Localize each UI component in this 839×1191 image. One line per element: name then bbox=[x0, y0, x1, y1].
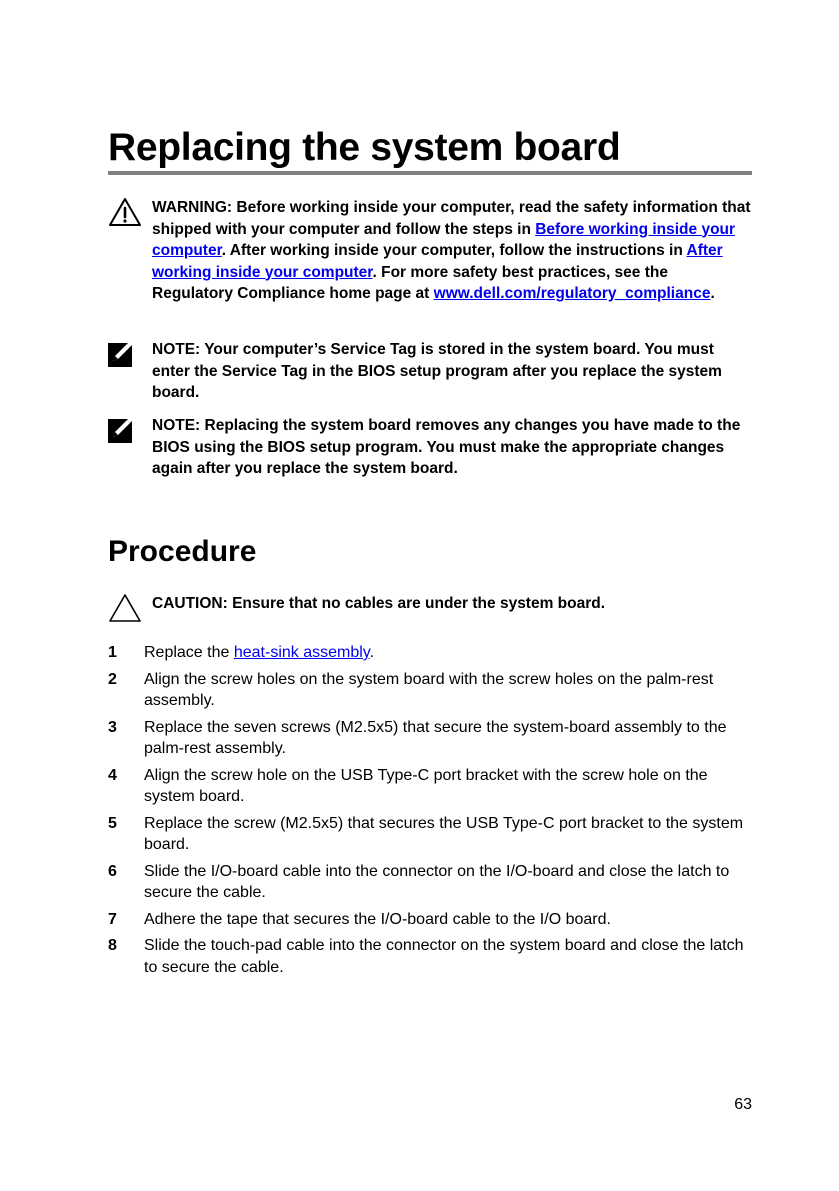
step-text: Adhere the tape that secures the I/O-board cable to the I/O board. bbox=[144, 910, 611, 928]
warning-triangle-icon bbox=[108, 197, 142, 227]
step-number: 1 bbox=[108, 644, 117, 661]
list-item bbox=[108, 813, 756, 856]
step-number: 7 bbox=[108, 910, 117, 928]
list-item bbox=[108, 861, 756, 904]
step-text: Replace the seven screws (M2.5x5) that secure the system-board assembly to the palm-rest assembly. bbox=[144, 718, 727, 757]
note-bios-changes bbox=[108, 415, 752, 480]
note-text: NOTE: Your computer’s Service Tag is stored in the system board. You must enter the Service Tag in the BIOS setup program after you replace the system board. bbox=[152, 341, 722, 401]
step-number: 2 bbox=[108, 670, 117, 688]
page-title: Replacing the system board bbox=[108, 126, 621, 169]
note-service-tag bbox=[108, 339, 752, 404]
step-number: 6 bbox=[108, 862, 117, 880]
step-text: Align the screw holes on the system board with the screw holes on the palm-rest assembly. bbox=[144, 670, 714, 709]
step-text: Align the screw hole on the USB Type-C port bracket with the screw hole on the system board. bbox=[144, 766, 708, 805]
step-number: 8 bbox=[108, 937, 117, 954]
step-number: 3 bbox=[108, 718, 117, 736]
step-number: 4 bbox=[108, 766, 117, 784]
link-after-working[interactable]: After working inside your computer bbox=[152, 242, 723, 281]
step-text: Slide the I/O-board cable into the connector on the I/O-board and close the latch to secure the cable. bbox=[144, 862, 730, 901]
link-regulatory-compliance[interactable]: www.dell.com/regulatory_compliance bbox=[433, 285, 711, 302]
note-pencil-icon bbox=[108, 415, 142, 445]
list-item bbox=[108, 717, 756, 760]
list-item bbox=[108, 935, 756, 978]
page-number: 63 bbox=[734, 1096, 752, 1113]
list-item bbox=[108, 765, 756, 808]
step-text: Replace the screw (M2.5x5) that secures the USB Type-C port bracket to the system board. bbox=[144, 814, 744, 853]
caution-text: CAUTION: Ensure that no cables are under the system board. bbox=[152, 595, 606, 612]
procedure-heading: Procedure bbox=[108, 535, 257, 568]
caution-notice bbox=[108, 593, 752, 615]
step-text: Slide the touch-pad cable into the connector on the system board and close the latch to secure the cable. bbox=[144, 937, 744, 976]
warning-notice bbox=[108, 197, 752, 305]
link-before-working[interactable]: Before working inside your computer bbox=[152, 220, 736, 259]
list-item bbox=[108, 909, 756, 931]
warning-text: WARNING: Before working inside your computer, read the safety information that shipped with your computer and follow the steps in Before working inside your computer. After working inside your computer, follow the instructions in After working inside your computer. For more safety best practices, see the Regulatory Compliance home page at www.dell.com/regulatory_compliance. bbox=[152, 199, 751, 302]
note-pencil-icon bbox=[108, 339, 142, 369]
note-text: NOTE: Replacing the system board removes any changes you have made to the BIOS using the BIOS setup program. You must make the appropriate changes again after you replace the system board. bbox=[152, 417, 741, 477]
list-item bbox=[108, 669, 756, 712]
caution-triangle-icon bbox=[108, 593, 142, 623]
procedure-steps bbox=[108, 642, 756, 983]
step-number: 5 bbox=[108, 814, 117, 832]
title-underline-rule bbox=[108, 171, 752, 175]
list-item: 1 Replace the heat-sink assembly. bbox=[108, 642, 756, 664]
link-heat-sink-assembly[interactable]: heat-sink assembly bbox=[233, 644, 370, 661]
